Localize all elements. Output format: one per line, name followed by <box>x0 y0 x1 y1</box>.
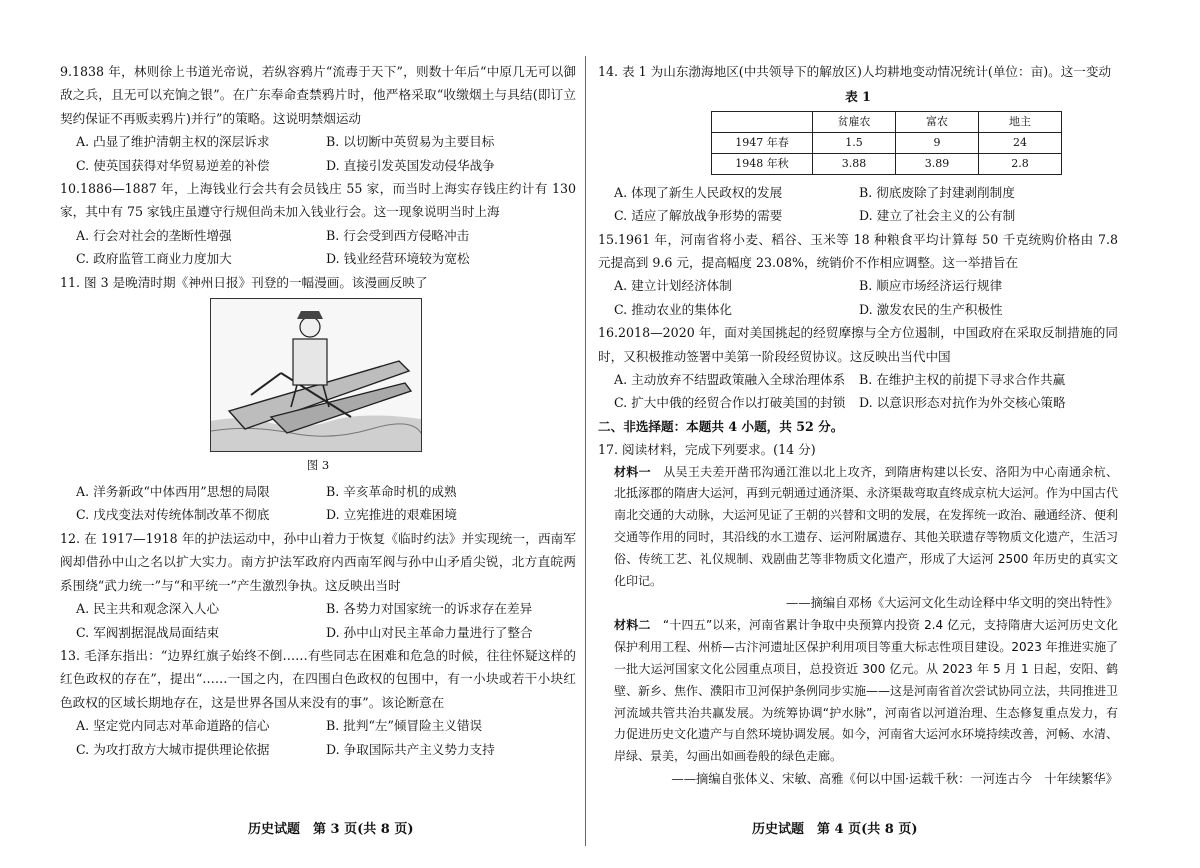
material-1 <box>598 462 1118 593</box>
figure-3-caption: 图 3 <box>306 458 330 473</box>
option-16-d: D. 以意识形态对抗作为外交核心策略 <box>859 395 1066 411</box>
table-cell: 3.89 <box>896 153 979 174</box>
left-column <box>60 60 576 761</box>
option-16-c: C. 扩大中俄的经贸合作以打破美国的封锁 <box>614 395 846 411</box>
option-9-a: A. 凸显了维护清朝主权的深层诉求 <box>76 134 270 150</box>
material-1-text: 从吴王夫差开凿邗沟通江淮以北上攻齐，到隋唐构建以长安、洛阳为中心南通余杭、北抵涿郡的隋唐大运河，再到元朝通过通济渠、永济渠裁弯取直终成京杭大运河。作为中国古代南北交通的大动脉，大运河见证了王朝的兴替和文明的发展，在发挥统一政治、融通经济、便利交通等作用的同时，其沿线的水工遗存、运河附属遗存、其他关联遗存等物质文化遗产，生活习俗、传统工艺、礼仪规制、戏剧曲艺等非物质文化遗产，形成了大运河 2500 年历史的真实文化印记。 <box>614 464 1119 588</box>
table-1-title: 表 1 <box>845 89 871 105</box>
material-1-label: 材料一 <box>614 464 651 479</box>
option-10-b: B. 行会受到西方侵略冲击 <box>326 227 470 243</box>
page-footer-3: 历史试题 第 3 页(共 8 页) <box>248 822 414 837</box>
cartoon-boat-illustration <box>211 299 421 451</box>
option-15-c: C. 推动农业的集体化 <box>614 301 732 317</box>
option-11-c: C. 戊戌变法对传统体制改革不彻底 <box>76 507 270 523</box>
material-1-source: ——摘编自邓杨《大运河文化生动诠释中华文明的突出特性》 <box>785 596 1118 611</box>
option-12-a: A. 民主共和观念深入人心 <box>76 601 220 617</box>
table-header-cell: 地主 <box>979 111 1062 132</box>
option-10-d: D. 钱业经营环境较为宽松 <box>326 251 470 267</box>
option-16-b: B. 在维护主权的前提下寻求合作共赢 <box>859 372 1066 388</box>
table-cell: 1948 年秋 <box>712 153 813 174</box>
section-2-heading: 二、非选择题：本题共 4 小题，共 52 分。 <box>598 418 844 434</box>
option-14-b: B. 彻底废除了封建剥削制度 <box>859 184 1015 200</box>
question-15 <box>598 228 1118 322</box>
option-13-d: D. 争取国际共产主义势力支持 <box>326 741 495 757</box>
question-17-stem: 17. 阅读材料，完成下列要求。(14 分) <box>598 442 816 458</box>
question-9-stem: 9.1838 年，林则徐上书道光帝说，若纵容鸦片“流毒于天下”，则数十年后“中原几无可以御敌之兵，且无可以充饷之银”。在广东奉命查禁鸦片时，他严格采取“收缴烟土与具结(即订立契约保证不再贩卖鸦片)并行”的策略。这说明禁烟运动 <box>60 64 576 126</box>
option-15-b: B. 顺应市场经济运行规律 <box>859 278 1003 294</box>
option-12-d: D. 孙中山对民主革命力量进行了整合 <box>326 624 533 640</box>
question-15-stem: 15.1961 年，河南省将小麦、稻谷、玉米等 18 种粮食平均计算每 50 千克统购价格由 7.8 元提高到 9.6 元，提高幅度 23.08%，统销价不作相应调整。这一举措旨在 <box>598 231 1118 271</box>
option-14-d: D. 建立了社会主义的公有制 <box>859 208 1016 224</box>
page-footer-4: 历史试题 第 4 页(共 8 页) <box>752 822 918 837</box>
question-10-options <box>60 224 576 271</box>
option-11-b: B. 辛亥革命时机的成熟 <box>326 484 457 500</box>
table-header-row <box>712 111 1062 132</box>
question-14-options <box>598 181 1118 228</box>
question-14-stem: 14. 表 1 为山东渤海地区(中共领导下的解放区)人均耕地变动情况统计(单位：亩)。这一变动 <box>598 64 1112 79</box>
option-14-a: A. 体现了新生人民政权的发展 <box>614 184 783 200</box>
option-16-a: A. 主动放弃不结盟政策融入全球治理体系 <box>614 372 846 388</box>
table-cell: 24 <box>979 132 1062 153</box>
option-13-a: A. 坚定党内同志对革命道路的信心 <box>76 718 270 734</box>
question-13-stem: 13. 毛泽东指出：“边界红旗子始终不倒……有些同志在困难和危急的时候，往往怀疑这样的红色政权的存在”，提出“……一国之内，在四围白色政权的包围中，有一小块或若干小块红色政权的区域长期地存在，这是世界各国从来没有的事”。该论断意在 <box>60 647 576 710</box>
option-9-c: C. 使英国获得对华贸易逆差的补偿 <box>76 157 270 173</box>
question-15-options <box>598 274 1118 321</box>
table-header-cell: 贫雇农 <box>813 111 896 132</box>
option-9-d: D. 直接引发英国发动侵华战争 <box>326 157 495 173</box>
question-13-options <box>60 714 576 761</box>
table-header-cell: 富农 <box>896 111 979 132</box>
table-cell: 1947 年春 <box>712 132 813 153</box>
question-9-options <box>60 130 576 177</box>
question-11-stem: 11. 图 3 是晚清时期《神州日报》刊登的一幅漫画。该漫画反映了 <box>60 274 428 290</box>
question-14 <box>598 60 1118 228</box>
right-column <box>598 60 1118 791</box>
option-14-c: C. 适应了解放战争形势的需要 <box>614 208 783 224</box>
table-1 <box>711 111 1062 175</box>
question-12 <box>60 527 576 644</box>
option-10-a: A. 行会对社会的垄断性增强 <box>76 227 232 243</box>
material-2-text: “十四五”以来，河南省累计争取中央预算内投资 2.4 亿元，支持隋唐大运河历史文化保护利用工程、州桥—古汴河遗址区保护利用项目等重大标志性项目建设。2023 年推进实施了一批大运河国家文化公园重点项目，总投资近 300 亿元。从 2023 年 5 月 1 日起，安阳、鹤壁、新乡、焦作、濮阳市卫河保护条例同步实施——这是河南省首次尝试协同立法，共同推进卫河流域共管共治共赢发展。为统筹协调“护水脉”，河南省以河道治理、生态修复重点发力，有力促进历史文化遗产与自然环境协调发展。如今，河南省大运河水环境持续改善，河畅、水清、岸绿、景美，勾画出如画卷般的绿色走廊。 <box>614 618 1119 764</box>
material-2-source: ——摘编自张体义、宋敏、高雅《何以中国·运载千秋：一河连古今 十年续繁华》 <box>671 772 1118 787</box>
table-cell: 9 <box>896 132 979 153</box>
table-row <box>712 132 1062 153</box>
question-16-stem: 16.2018—2020 年，面对美国挑起的经贸摩擦与全方位遏制，中国政府在采取反制措施的同时，又积极推动签署中美第一阶段经贸协议。这反映出当代中国 <box>598 325 1118 364</box>
question-10 <box>60 177 576 271</box>
option-15-a: A. 建立计划经济体制 <box>614 278 732 294</box>
table-row <box>712 153 1062 174</box>
question-16 <box>598 321 1118 415</box>
question-16-options <box>598 368 1118 415</box>
cartoon-figure-3 <box>210 298 422 452</box>
table-cell: 2.8 <box>979 153 1062 174</box>
question-17 <box>598 438 1118 791</box>
material-2-label: 材料二 <box>614 618 651 633</box>
table-cell: 3.88 <box>813 153 896 174</box>
table-header-cell <box>712 111 813 132</box>
option-11-d: D. 立宪推进的艰难困境 <box>326 507 457 523</box>
question-11 <box>60 271 576 527</box>
option-9-b: B. 以切断中英贸易为主要目标 <box>326 134 495 150</box>
question-9 <box>60 60 576 177</box>
column-divider <box>585 56 586 846</box>
option-13-c: C. 为攻打敌方大城市提供理论依据 <box>76 741 270 757</box>
option-15-d: D. 激发农民的生产积极性 <box>859 301 1003 317</box>
option-12-c: C. 军阀割据混战局面结束 <box>76 624 220 640</box>
option-12-b: B. 各势力对国家统一的诉求存在差异 <box>326 601 533 617</box>
option-13-b: B. 批判“左”倾冒险主义错误 <box>326 718 483 734</box>
question-12-stem: 12. 在 1917—1918 年的护法运动中，孙中山着力于恢复《临时约法》并实现统一，西南军阀却借孙中山之名以扩大实力。南方护法军政府内西南军阀与孙中山矛盾尖锐，北方直皖两系围绕“武力统一”与“和平统一”产生激烈争执。这反映出当时 <box>60 530 576 593</box>
table-cell: 1.5 <box>813 132 896 153</box>
question-13 <box>60 644 576 761</box>
option-10-c: C. 政府监管工商业力度加大 <box>76 251 232 267</box>
question-12-options <box>60 597 576 644</box>
question-10-stem: 10.1886—1887 年，上海钱业行会共有会员钱庄 55 家，而当时上海实存钱庄约计有 130 家，其中有 75 家钱庄虽遵守行规但尚未加入钱业行会。这一现象说明当时上海 <box>60 181 576 220</box>
material-2 <box>598 615 1118 768</box>
question-11-options <box>60 480 576 527</box>
option-11-a: A. 洋务新政“中体西用”思想的局限 <box>76 484 270 500</box>
